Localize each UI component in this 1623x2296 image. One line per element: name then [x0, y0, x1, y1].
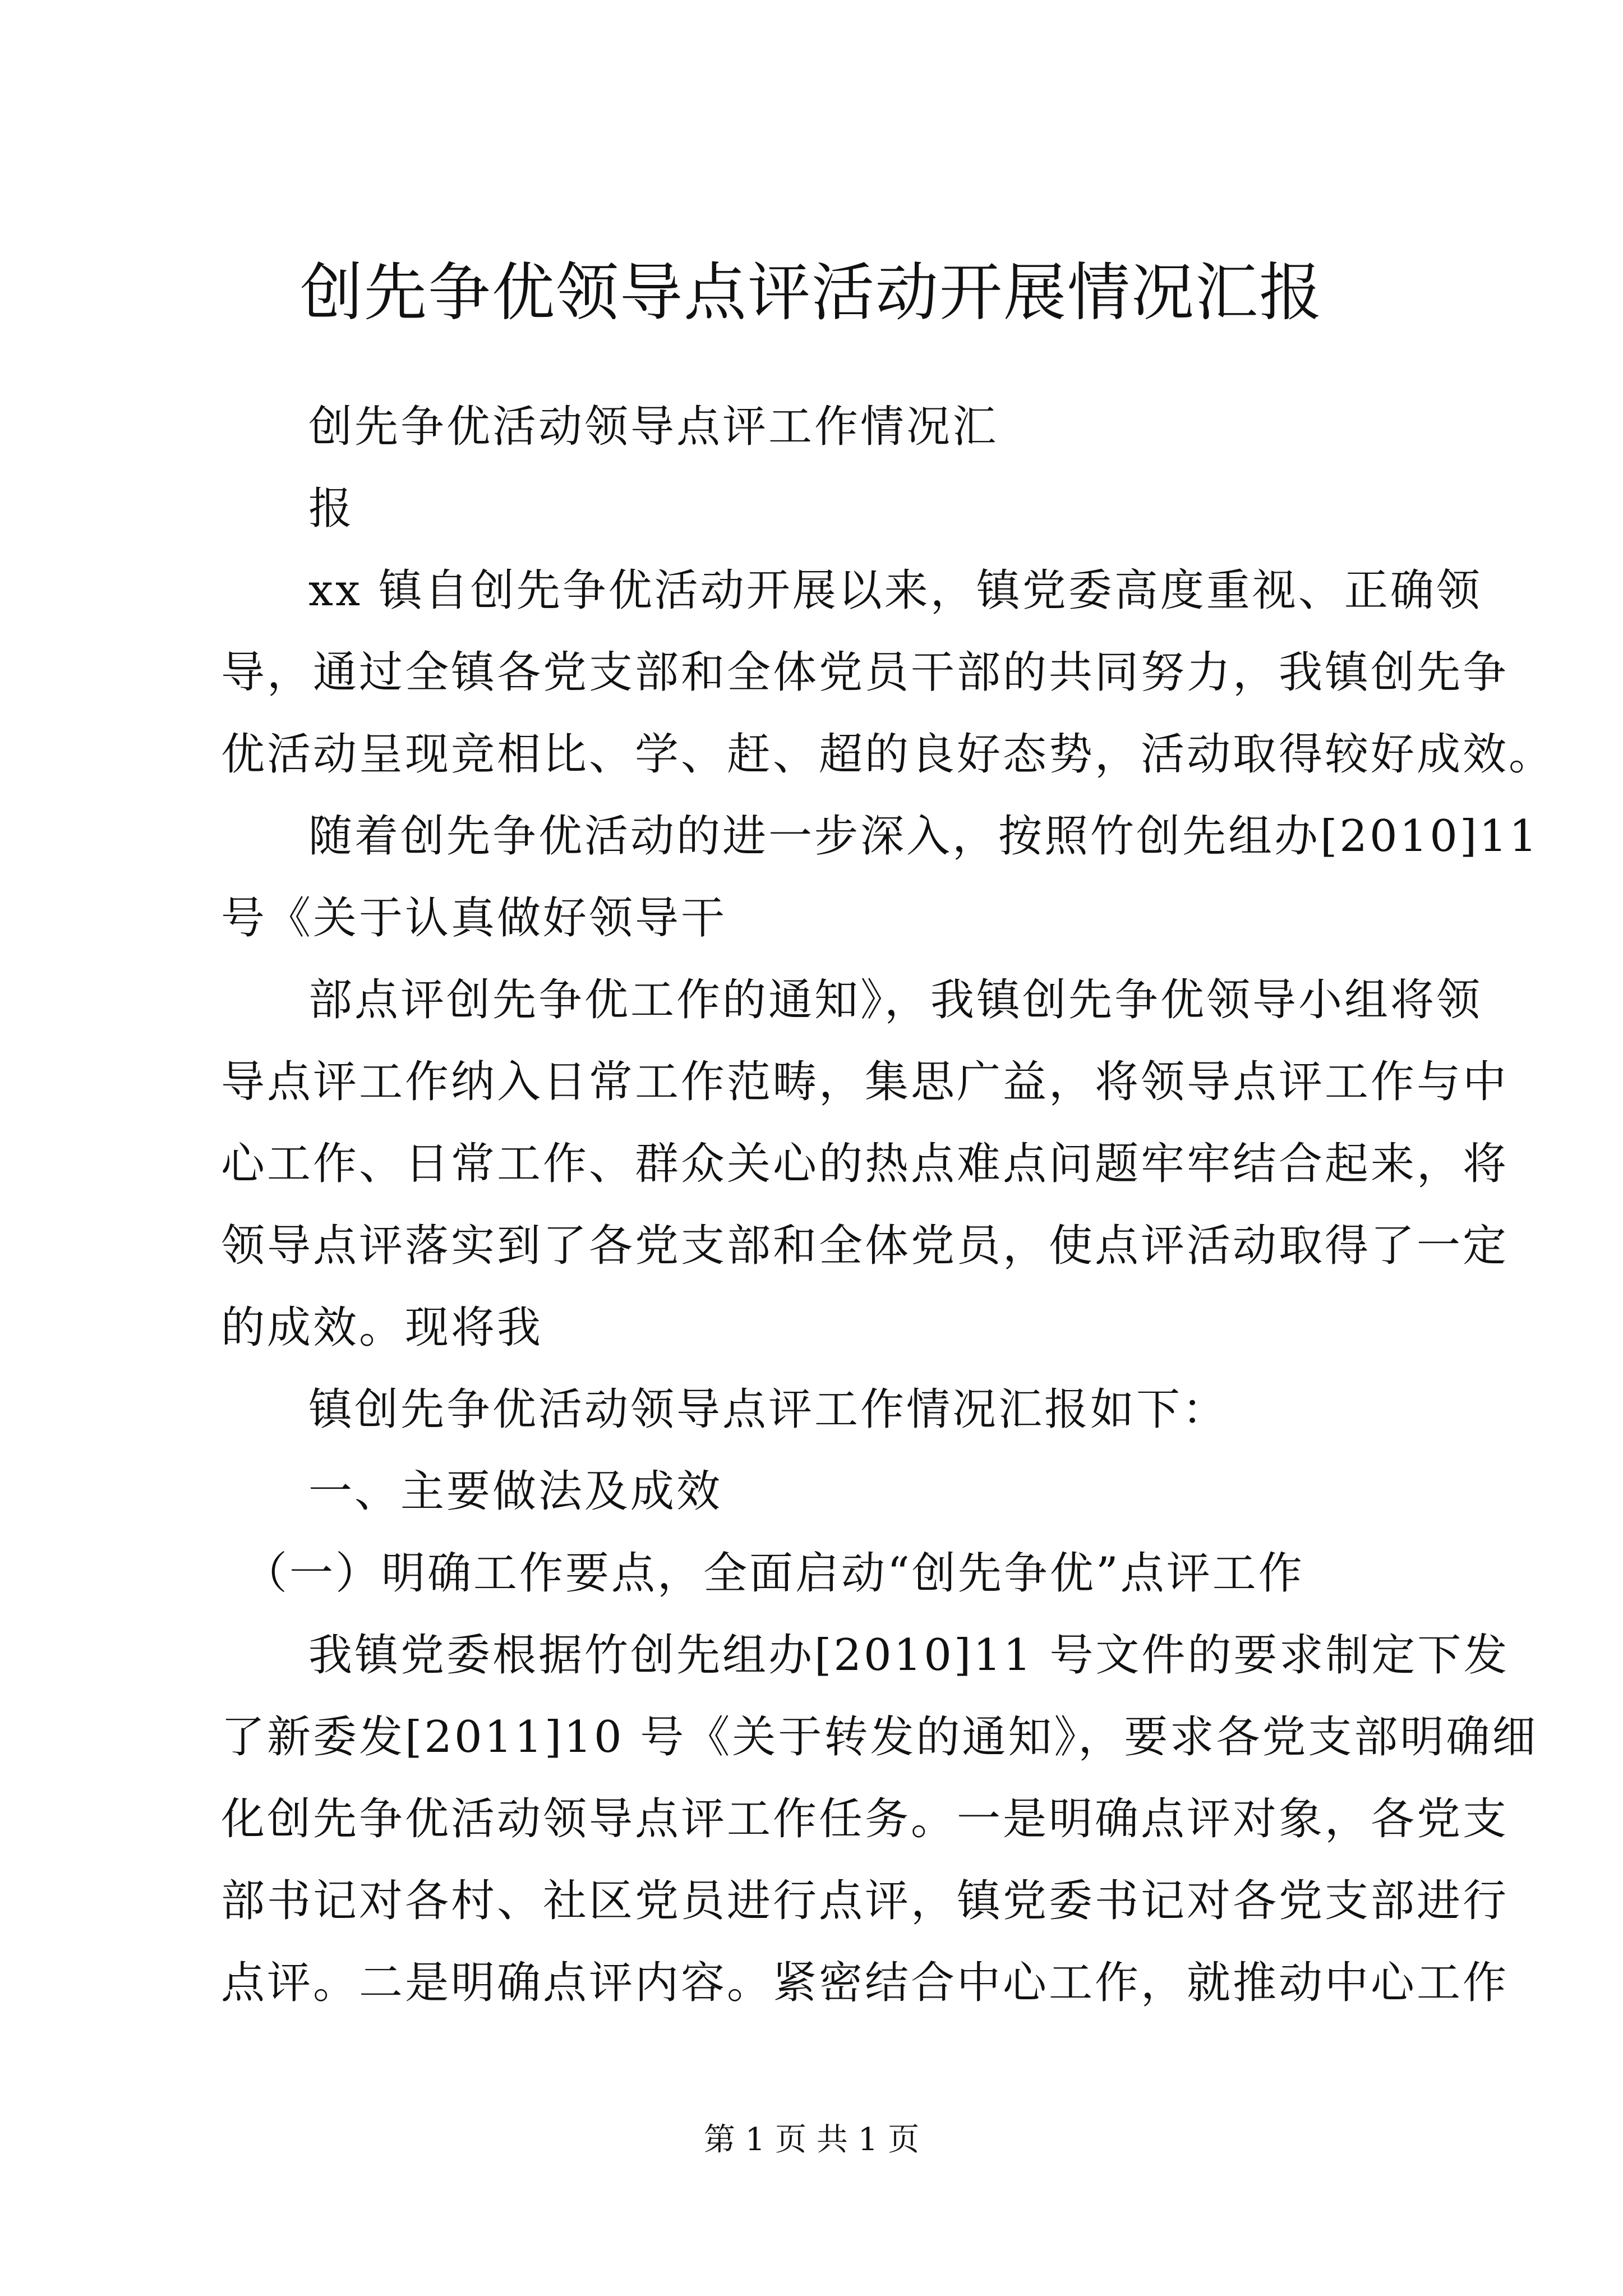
paragraph-3-line-4: 领导点评落实到了各党支部和全体党员，使点评活动取得了一定 [221, 1221, 1509, 1271]
paragraph-2-line-2: 号《关于认真做好领导干 [221, 893, 727, 944]
document-title: 创先争优领导点评活动开展情况汇报 [300, 256, 1323, 329]
subsection-heading-1: （一）明确工作要点，全面启动“创先争优”点评工作 [243, 1548, 1304, 1599]
paragraph-5-line-2: 了新委发[2011]10 号《关于转发的通知》，要求各党支部明确细 [221, 1712, 1538, 1763]
section-heading-1: 一、主要做法及成效 [308, 1466, 723, 1517]
paragraph-3-line-1: 部点评创先争优工作的通知》，我镇创先争优领导小组将领 [308, 975, 1483, 1025]
paragraph-3-line-3: 心工作、日常工作、群众关心的热点难点问题牢牢结合起来，将 [221, 1139, 1509, 1189]
subtitle-line-2: 报 [308, 484, 355, 534]
paragraph-1-line-1: xx 镇自创先争优活动开展以来，镇党委高度重视、正确领 [308, 565, 1482, 616]
paragraph-4-line-1: 镇创先争优活动领导点评工作情况汇报如下： [308, 1384, 1229, 1435]
paragraph-5-line-3: 化创先争优活动领导点评工作任务。一是明确点评对象，各党支 [221, 1794, 1509, 1844]
paragraph-3-line-2: 导点评工作纳入日常工作范畴，集思广益，将领导点评工作与中 [221, 1057, 1509, 1107]
subtitle-line-1: 创先争优活动领导点评工作情况汇 [308, 402, 999, 452]
paragraph-5-line-5: 点评。二是明确点评内容。紧密结合中心工作，就推动中心工作 [221, 1958, 1509, 2008]
document-body [221, 386, 1555, 2024]
paragraph-3-line-5: 的成效。现将我 [221, 1303, 543, 1353]
paragraph-1-line-2: 导，通过全镇各党支部和全体党员干部的共同努力，我镇创先争 [221, 647, 1509, 698]
paragraph-1-line-3: 优活动呈现竞相比、学、赶、超的良好态势，活动取得较好成效。 [221, 729, 1555, 780]
paragraph-5-line-4: 部书记对各村、社区党员进行点评，镇党委书记对各党支部进行 [221, 1876, 1509, 1926]
page-footer: 第 1 页 共 1 页 [703, 2122, 920, 2158]
paragraph-5-line-1: 我镇党委根据竹创先组办[2010]11 号文件的要求制定下发 [308, 1630, 1510, 1681]
paragraph-2-line-1: 随着创先争优活动的进一步深入，按照竹创先组办[2010]11 [308, 811, 1539, 862]
